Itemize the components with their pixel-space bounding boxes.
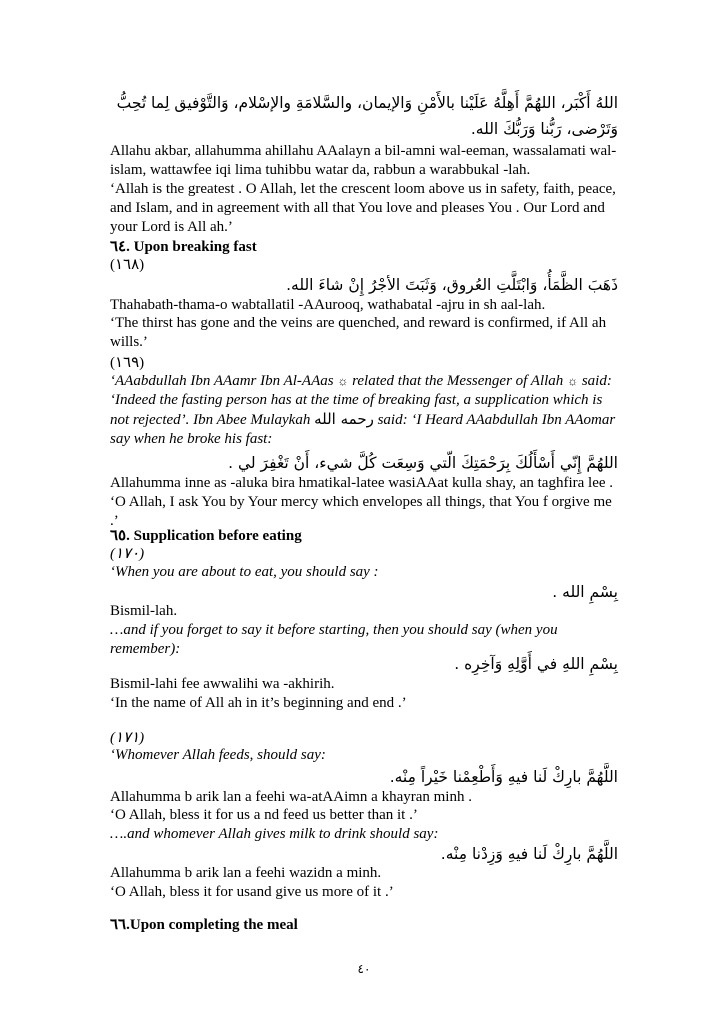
narration-part-d: said: ‘I Heard AAabdullah Ibn AAomar say when he broke his fast: [110, 412, 616, 447]
hadith-169-narration [110, 372, 618, 449]
hadith-171-number: (١٧١) [110, 730, 145, 746]
bismillah-arabic: بِسْمِ الله . [552, 583, 618, 601]
crescent-dua-transliteration: Allahu akbar, allahumma ahillahu AAalayn a bil-amni wal-eeman, wassalamati wal-islam, wattawfee iqi lima tuhibbu watar da, rabbun a warabbukal -lah. [110, 143, 617, 178]
crescent-dua-translation: ‘Allah is the greatest . O Allah, let the crescent loom above us in safety, faith, peace, and Islam, and in agreement with all that You love and pleases You . Our Lord and your Lord is All ah.’ [110, 181, 616, 235]
page-number: ٤٠ [357, 962, 371, 976]
crescent-dua-arabic: اللهُ أَكْبَر، اللهُمَّ أَهِلَّهُ عَلَيْنا بالأَمْنِ وَالإيمان، والسَّلامَةِ والإسْلام، وَالتَّوْفيق لِما تُحِبُّ وَتَرْضى، رَبُّنا وَرَبُّكَ الله. [116, 94, 618, 138]
narration-part-a: ‘AAabdullah Ibn AAamr Ibn Al-AAas [110, 373, 334, 389]
hadith-169-number: (١٦٩) [110, 355, 145, 371]
honorific-symbol-1: ☼ [337, 374, 349, 388]
narration-part-b: related that the Messenger of Allah [352, 373, 564, 389]
forgetting-note: …and if you forget to say it before starting, then you should say (when you remember): [110, 622, 558, 657]
breaking-fast-translation: ‘The thirst has gone and the veins are quenched, and reward is confirmed, if All ah wills.’ [110, 315, 607, 350]
rahimahullah-text: رحمه الله [314, 410, 374, 428]
bismillah-full-arabic: بِسْمِ اللهِ في أَوَّلِهِ وَآخِرِه . [454, 655, 618, 673]
hadith-170-number: (١٧٠) [110, 546, 145, 562]
milk-blessing-translation: ‘O Allah, bless it for usand give us more of it .’ [110, 884, 394, 900]
hadith-168-number: (١٦٨) [110, 257, 145, 273]
section-65-heading: ٦٥. Supplication before eating [110, 528, 302, 544]
breaking-fast-transliteration: Thahabath-thama-o wabtallatil -AAurooq, wathabatal -ajru in sh aal-lah. [110, 297, 546, 313]
milk-blessing-transliteration: Allahumma b arik lan a feehi wazidn a minh. [110, 865, 382, 881]
mercy-dua-transliteration: Allahumma inne as -aluka bira hmatikal-latee wasiAAat kulla shay, an taghfira lee . [110, 475, 614, 491]
honorific-symbol-2: ☼ [567, 374, 579, 388]
section-64-heading: ٦٤. Upon breaking fast [110, 239, 257, 255]
before-eating-intro: ‘When you are about to eat, you should say : [110, 564, 379, 580]
narration-part-c: said: ‘Indeed the fasting person has at the time of breaking fast, a supplication which is not rejected’. Ibn Abee Mulaykah [110, 373, 612, 428]
breaking-fast-arabic: ذَهَبَ الظَّمَأُ، وَابْتَلَّتِ العُروق، وَثَبَتَ الأجْرُ إِنْ شاءَ الله. [286, 276, 618, 294]
after-feeding-intro: ‘Whomever Allah feeds, should say: [110, 747, 326, 763]
bismillah-full-transliteration: Bismil-lahi fee awwalihi wa -akhirih. [110, 676, 335, 692]
food-blessing-translation: ‘O Allah, bless it for us a nd feed us better than it .’ [110, 807, 418, 823]
bismillah-full-translation: ‘In the name of All ah in it’s beginning and end .’ [110, 695, 407, 711]
section-66-heading: ٦٦.Upon completing the meal [110, 917, 298, 933]
milk-blessing-arabic: اللَّهُمَّ بارِكْ لَنا فيهِ وَزِدْنا مِنْه. [440, 845, 618, 863]
mercy-dua-translation: ‘O Allah, I ask You by Your mercy which envelopes all things, that You f orgive me .’ [110, 494, 612, 529]
milk-intro: ….and whomever Allah gives milk to drink should say: [110, 826, 439, 842]
food-blessing-transliteration: Allahumma b arik lan a feehi wa-atAAimn a khayran minh . [110, 789, 472, 805]
bismillah-transliteration: Bismil-lah. [110, 603, 178, 619]
food-blessing-arabic: اللَّهُمَّ بارِكْ لَنا فيهِ وَأَطْعِمْنا خَيْراً مِنْه. [389, 768, 618, 786]
mercy-dua-arabic: اللهُمَّ إِنّي أَسْأَلُكَ بِرَحْمَتِكَ الّتي وَسِعَت كُلَّ شيء، أَنْ تَغْفِرَ لي . [228, 454, 618, 472]
